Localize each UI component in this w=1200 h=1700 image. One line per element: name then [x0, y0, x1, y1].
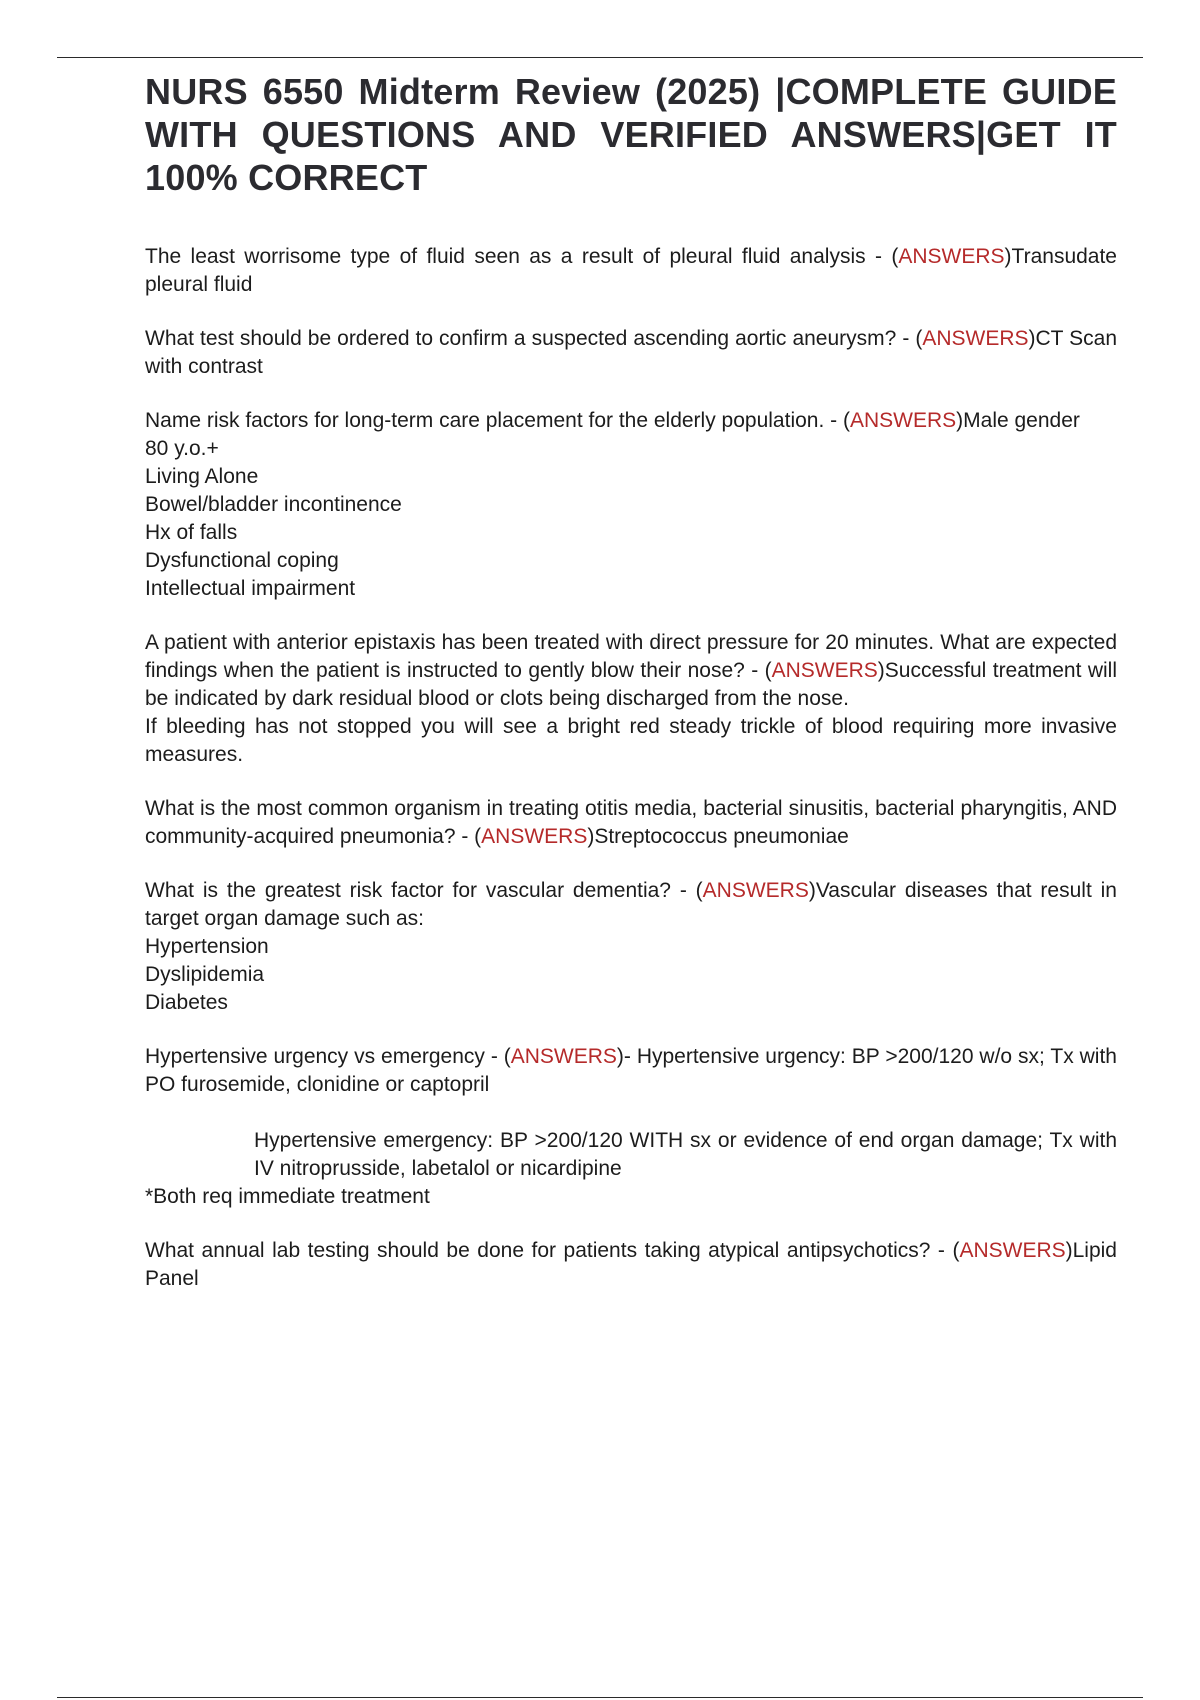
document-title: NURS 6550 Midterm Review (2025) |COMPLETE GUIDE WITH QUESTIONS AND VERIFIED ANSWERS|GET IT 100% CORRECT [145, 71, 1117, 198]
list-item: Hx of falls [145, 521, 238, 544]
question: A patient with anterior epistaxis has been treated with direct pressure for 20 minutes. What are expected findings when the patient is instructed to gently blow their nose? - ( [145, 631, 1117, 682]
qa-item-3 [145, 407, 1117, 603]
question: What is the greatest risk factor for vascular dementia? - ( [145, 879, 703, 902]
question-text [145, 325, 1117, 381]
document-content [145, 70, 1117, 1293]
answer-label: ANSWERS [922, 327, 1029, 350]
answer-label: ANSWERS [849, 409, 957, 432]
question: What is the most common organism in treating otitis media, bacterial sinusitis, bacterial pharyngitis, AND community-acquired pneumonia? - ( [145, 797, 1117, 848]
answer-note: *Both req immediate treatment [145, 1185, 430, 1208]
qa-item-5 [145, 795, 1117, 851]
question-text [145, 243, 1117, 299]
qa-item-4 [145, 629, 1117, 769]
question-text [145, 407, 1117, 435]
qa-item-7 [145, 1043, 1117, 1211]
answer: )Male gender [956, 409, 1080, 432]
indented-answer: Hypertensive emergency: BP >200/120 WITH sx or evidence of end organ damage; Tx with IV nitroprusside, labetalol or nicardipine [254, 1129, 1117, 1180]
answer: )Successful treatment will be indicated by dark residual blood or clots being discharged from the nose. [145, 659, 1117, 710]
list-item: Diabetes [145, 991, 228, 1014]
answer-label: ANSWERS [898, 245, 1005, 268]
list-item: Bowel/bladder incontinence [145, 493, 402, 516]
answer-label: ANSWERS [481, 825, 588, 848]
question-text [145, 795, 1117, 851]
list-item: Dyslipidemia [145, 963, 265, 986]
question-text [145, 1043, 1117, 1099]
list-item: Hypertension [145, 935, 269, 958]
answer-label: ANSWERS [510, 1045, 617, 1068]
list-item: Intellectual impairment [145, 577, 356, 600]
answer: )Vascular diseases that result in target organ damage such as: [145, 879, 1117, 930]
qa-item-2 [145, 325, 1117, 381]
question-text [145, 1237, 1117, 1293]
question: What test should be ordered to confirm a suspected ascending aortic aneurysm? - ( [145, 327, 923, 350]
bottom-rule [57, 1697, 1143, 1698]
question: The least worrisome type of fluid seen as a result of pleural fluid analysis - ( [145, 245, 899, 268]
answer: )Streptococcus pneumoniae [587, 825, 849, 848]
answer-label: ANSWERS [702, 879, 809, 902]
answer: )CT Scan with contrast [145, 327, 1117, 378]
question: Hypertensive urgency vs emergency - ( [145, 1045, 511, 1068]
top-rule [57, 57, 1143, 58]
question: Name risk factors for long-term care placement for the elderly population. - ( [145, 409, 850, 432]
qa-item-8 [145, 1237, 1117, 1293]
answer-label: ANSWERS [959, 1239, 1066, 1262]
answer: )- Hypertensive urgency: BP >200/120 w/o sx; Tx with PO furosemide, clonidine or captopril [145, 1045, 1117, 1096]
answer-label: ANSWERS [771, 659, 878, 682]
question: What annual lab testing should be done for patients taking atypical antipsychotics? - ( [145, 1239, 960, 1262]
answer: )Transudate pleural fluid [145, 245, 1117, 296]
list-item: Dysfunctional coping [145, 549, 339, 572]
qa-item-6 [145, 877, 1117, 1017]
list-item: Living Alone [145, 465, 259, 488]
question-text [145, 629, 1117, 713]
qa-item-1 [145, 243, 1117, 299]
answer-continuation: If bleeding has not stopped you will see a bright red steady trickle of blood requiring more invasive measures. [145, 715, 1117, 766]
question-text [145, 877, 1117, 933]
list-item: 80 y.o.+ [145, 437, 219, 460]
answer: )Lipid Panel [145, 1239, 1117, 1290]
